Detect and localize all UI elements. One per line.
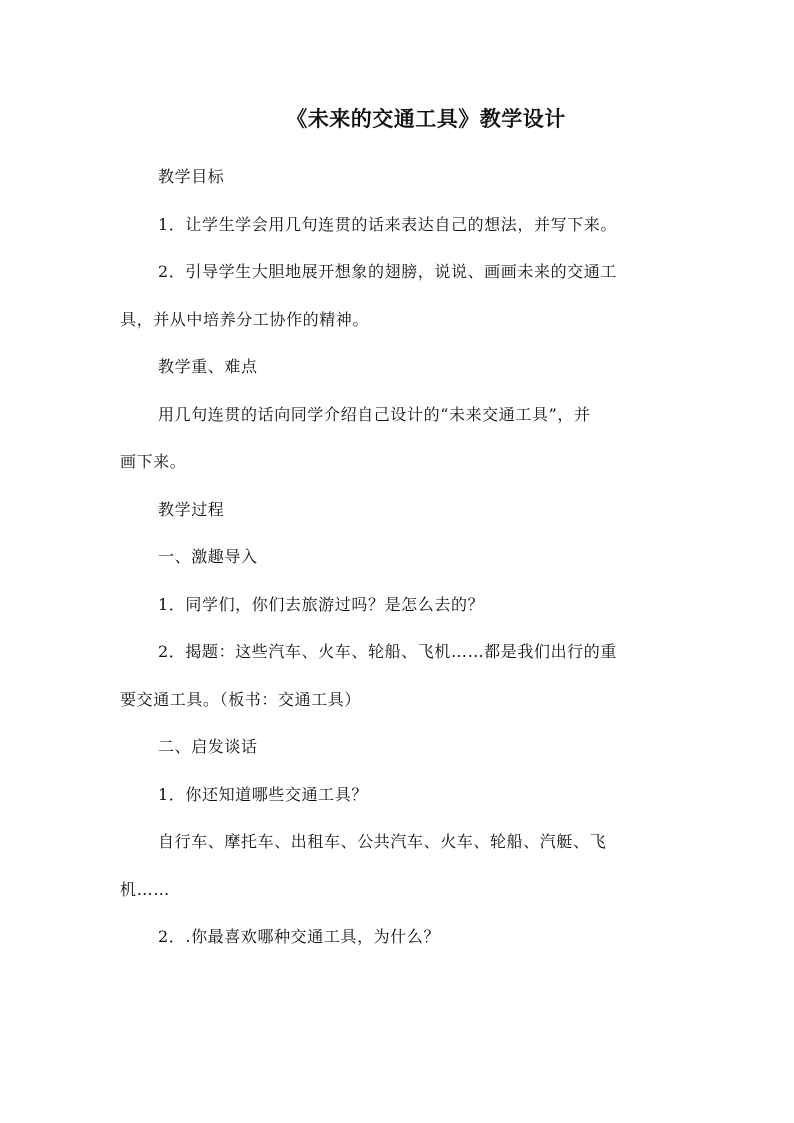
paragraph-line: 具，并从中培养分工协作的精神。 bbox=[120, 310, 370, 329]
paragraph-line: 2．引导学生大胆地展开想象的翅膀，说说、画画未来的交通工 bbox=[158, 262, 617, 281]
subsection-heading: 一、激趣导入 bbox=[158, 547, 258, 566]
section-heading-objectives: 教学目标 bbox=[158, 167, 225, 186]
paragraph-line: 1．你还知道哪些交通工具？ bbox=[158, 785, 368, 804]
paragraph-line: 用几句连贯的话向同学介绍自己设计的“未来交通工具”，并 bbox=[158, 405, 591, 424]
paragraph-line: 2．.你最喜欢哪种交通工具，为什么？ bbox=[158, 927, 441, 946]
paragraph-line: 1．让学生学会用几句连贯的话来表达自己的想法，并写下来。 bbox=[158, 215, 617, 234]
paragraph-line: 画下来。 bbox=[120, 452, 187, 471]
paragraph-line: 机…… bbox=[120, 880, 170, 899]
document-title: 《未来的交通工具》教学设计 bbox=[286, 106, 566, 131]
section-heading-process: 教学过程 bbox=[158, 500, 225, 519]
paragraph-line: 1．同学们，你们去旅游过吗？是怎么去的？ bbox=[158, 595, 485, 614]
section-heading-key-points: 教学重、难点 bbox=[158, 357, 258, 376]
paragraph-line: 要交通工具。（板书：交通工具） bbox=[120, 690, 362, 709]
paragraph-line: 自行车、摩托车、出租车、公共汽车、火车、轮船、汽艇、飞 bbox=[158, 832, 607, 851]
paragraph-line: 2．揭题：这些汽车、火车、轮船、飞机……都是我们出行的重 bbox=[158, 642, 617, 661]
subsection-heading: 二、启发谈话 bbox=[158, 737, 258, 756]
